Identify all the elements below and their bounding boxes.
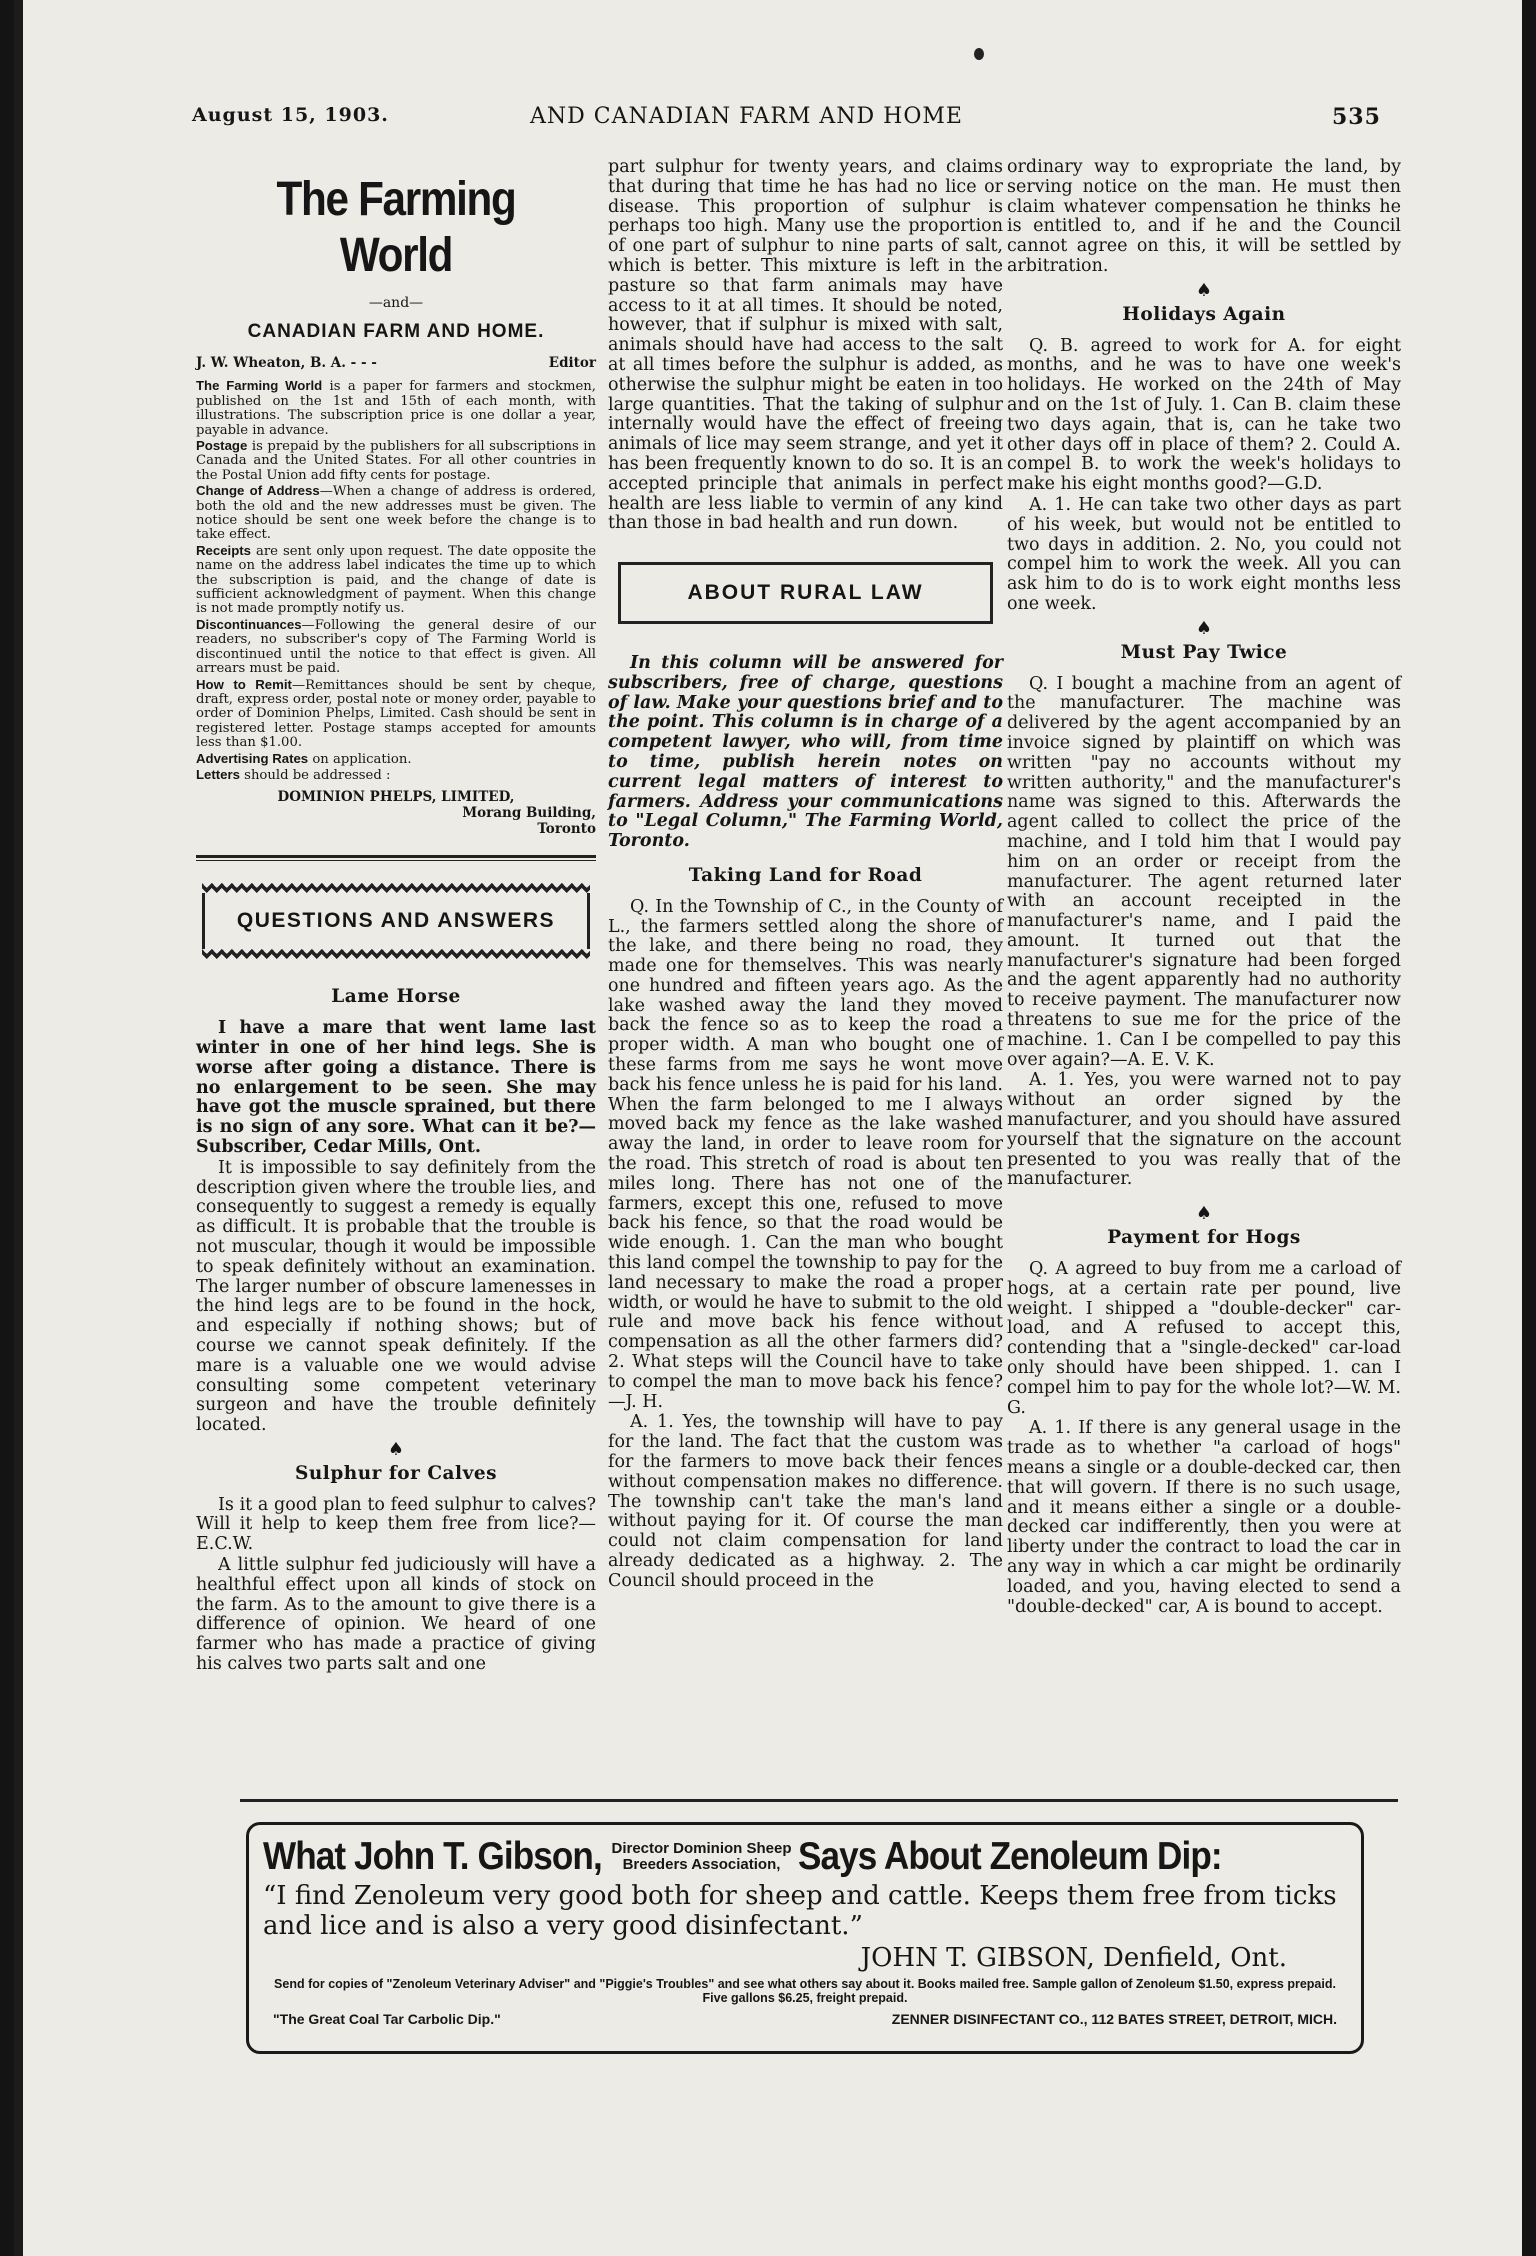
- info-item: Change of Address—When a change of address is ordered, both the old and the new addresses must be given. The notice should be sent one week before the change is to take effect.: [196, 483, 596, 543]
- rural-law-box: [618, 562, 993, 624]
- ad-headline-part-2: Says About Zenoleum Dip:: [797, 1835, 1222, 1878]
- address-building: Morang Building,: [462, 805, 596, 822]
- masthead-subtitle: CANADIAN FARM AND HOME.: [247, 320, 545, 342]
- question-text: I have a mare that went lame last winter in one of her hind legs. She is worse after going a distance. There is no enlargement to be seen. She may have got the muscle sprained, but there is no sign of any sore. What can it be?—Subscriber, Cedar Mills, Ont.: [196, 1018, 596, 1157]
- column-3: [1007, 158, 1401, 1618]
- masthead-title: The Farming World: [276, 173, 516, 282]
- ad-headline: [263, 1835, 1347, 1879]
- article-title: Holidays Again: [1122, 303, 1286, 325]
- column-2: [608, 158, 1003, 1593]
- questions-answers-box: [202, 877, 590, 965]
- answer-text: A. 1. Yes, the township will have to pay for the land. The fact that the custom was for the farmers to move back their fences without compensation makes no difference. The township can't take the man's land without paying for it. Of course the man could not claim compensation for land already dedicated as a highway. 2. The Council should proceed in the: [608, 1412, 1003, 1591]
- publisher-address: [196, 789, 596, 837]
- section-heading: ABOUT RURAL LAW: [687, 581, 924, 605]
- address-city: Toronto: [537, 821, 596, 838]
- ad-footer: [273, 2011, 1337, 2027]
- ad-quote: “I find Zenoleum very good both for sheep and cattle. Keeps them free from ticks and lice and is also a very good disinfectant.”: [263, 1881, 1337, 1941]
- answer-text-continued: part sulphur for twenty years, and claims that during that time he has had no lice or disease. This proportion of sulphur is perhaps too high. Many use the proportion of one part of sulphur to nine parts of salt, which is better. This mixture is left in the pasture so that farm animals may have access to it at all times. It should be noted, however, that if sulphur is mixed with salt, animals should have had access to the salt at all times before the sulphur is added, as otherwise the sulphur might be eaten in too large quantities. That the taking of sulphur internally would have the effect of freeing animals of lice may seem strange, and yet it has been frequently known to do so. It is an accepted principle that animals in perfect health are less liable to vermin of any kind than those in bad health and run down.: [608, 157, 1003, 534]
- question-text: Q. I bought a machine from an agent of the manufacturer. The machine was delivered by the agent accompanied by an invoice signed by plaintiff on which was written "pay no accounts without my written authority," and the manufacturer's name was signed to this. Afterwards the agent called to collect the price of the machine, and I told him that I would pay him on an order or receipt from the manufacturer. The agent returned later with an account receipted in the manufacturer's name, and I paid the amount. It turned out that the manufacturer's signature had been forged and the agent apparently had no authority to receive payment. The manufacturer now threatens to sue me for the price of the machine. 1. Can I be compelled to pay this over again?—A. E. V. K.: [1007, 673, 1401, 1070]
- answer-text: A. 1. He can take two other days as part of his week, but would not be entitled to two days in addition. 2. No, you could not compel him to work the week. All you can ask him to do is to work eight months less one week.: [1007, 494, 1401, 614]
- ad-headline-small: Director Dominion Sheep Breeders Association,: [611, 1840, 792, 1873]
- info-item: Discontinuances—Following the general desire of our readers, no subscriber's copy of The Farming World is discontinued until the notice to that effect is given. All arrears must be paid.: [196, 616, 596, 677]
- spade-ornament-icon: ♠: [387, 1438, 405, 1460]
- article-title: Payment for Hogs: [1107, 1227, 1301, 1249]
- column-intro: In this column will be answered for subscribers, free of charge, questions of law. Make your questions brief and to the point. This column is in charge of a competent lawyer, who will, from time to time, publish herein notes on current legal matters of interest to farmers. Address your communications to "Legal Column," The Farming World, Toronto.: [608, 652, 1003, 852]
- publisher-info: [196, 379, 596, 783]
- question-text: Q. In the Township of C., in the County of L., the farmers settled along the shore of the lake, and there being no road, they made one for themselves. This was nearly one hundred and fifteen years ago. As the lake washed away the land they moved back the fence so as to keep the road a proper width. A man who bought one of these farms from me says he wont move back his fence unless he is paid for his land. When the farm belonged to me I always moved back my fence as the lake washed away the land, in order to leave room for the road. This stretch of road is about ten miles long. There has not one of the farmers, except this one, refused to move back his fence, so that the road would be wide enough. 1. Can the man who bought this land compel the township to pay for the land necessary to make the road a proper width, or would he have to submit to the old rule and move back his fence without compensation as all the other farmers did? 2. What steps will the Council have to take to compel the man to move back his fence?—J. H.: [608, 896, 1003, 1412]
- info-item: Letters should be addressed :: [196, 766, 391, 783]
- header-date: August 15, 1903.: [192, 104, 389, 126]
- column-1: [196, 170, 596, 1676]
- answer-text: A. 1. Yes, you were warned not to pay without an order signed by the manufacturer, and you should have assured yourself that the signature on the account presented to you was really that of the manufacturer.: [1007, 1070, 1401, 1190]
- page-number: 535: [1332, 104, 1381, 130]
- zigzag-border-bottom: [202, 949, 590, 959]
- answer-text-continued: ordinary way to expropriate the land, by serving notice on the man. He must then claim whatever compensation he thinks he is entitled to, and if he and the Council cannot agree on this, it will be settled by arbitration.: [1007, 157, 1401, 276]
- spade-ornament-icon: ♠: [1195, 279, 1213, 301]
- answer-text: A little sulphur fed judiciously will have a healthful effect upon all kinds of stock on the farm. As to the amount to give there is a difference of opinion. We heard of one farmer who has made a practice of giving his calves two parts salt and one: [196, 1555, 596, 1675]
- info-item: The Farming World is a paper for farmers and stockmen, published on the 1st and 15th of each month, with illustrations. The subscription price is one dollar a year, payable in advance.: [196, 378, 596, 438]
- zigzag-border-top: [202, 883, 590, 893]
- ad-signature: JOHN T. GIBSON, Denfield, Ont.: [860, 1943, 1287, 1973]
- section-divider: [196, 855, 596, 861]
- ad-company: ZENNER DISINFECTANT CO., 112 BATES STREET, DETROIT, MICH.: [891, 2011, 1337, 2027]
- article-title: Taking Land for Road: [688, 864, 923, 886]
- ad-headline-part-1: What John T. Gibson,: [263, 1835, 602, 1878]
- info-item: How to Remit—Remittances should be sent by cheque, draft, express order, postal note or money order, payable to order of Dominion Phelps, Limited. Cash should be sent in registered letter. Postage stamps accepted for amounts less than $1.00.: [196, 676, 596, 751]
- scan-edge: [14, 0, 23, 2256]
- article-title: Sulphur for Calves: [294, 1462, 498, 1484]
- editor-role: Editor: [548, 354, 596, 371]
- article-title: Lame Horse: [331, 986, 461, 1008]
- info-item: Postage is prepaid by the publishers for all subscriptions in Canada and the United States. For all other countries in the Postal Union add fifty cents for postage.: [196, 438, 596, 483]
- answer-text: A. 1. If there is any general usage in the trade as to whether "a carload of hogs" means a single or a double-decked car, then that will govern. If there is no such usage, and it means either a single or a double-decked car indifferently, then you were at liberty under the contract to load the car in any way in which a car might be ordinarily loaded, and you, having elected to send a "double-decked" car, A is bound to accept.: [1007, 1418, 1401, 1617]
- newspaper-page: [14, 0, 1522, 2256]
- section-heading: QUESTIONS AND ANSWERS: [202, 893, 590, 949]
- spade-ornament-icon: ♠: [1195, 617, 1213, 639]
- question-text: Is it a good plan to feed sulphur to calves? Will it help to keep them free from lice?—E.C.W.: [196, 1494, 596, 1555]
- article-title: Must Pay Twice: [1120, 641, 1288, 663]
- header-title: AND CANADIAN FARM AND HOME: [530, 104, 963, 129]
- binding-hole: [974, 48, 984, 60]
- info-item: Advertising Rates on application.: [196, 750, 412, 767]
- question-text: Q. B. agreed to work for A. for eight months, and he was to have one week's holidays. He worked on the 24th of May and on the 1st of July. 1. Can B. claim these two days again, that is, can he take two other days off in place of them? 2. Could A. compel B. to work the week's holidays to make his eight months good?—G.D.: [1007, 335, 1401, 495]
- question-text: Q. A agreed to buy from me a carload of hogs, at a certain rate per pound, live weight. I shipped a "double-decker" car-load, and A refused to accept this, contending that a "single-decked" car-load only should have been shipped. 1. can I compel him to pay for the whole lot?—W. M. G.: [1007, 1259, 1401, 1418]
- editor-name: J. W. Wheaton, B. A. - - -: [196, 354, 377, 371]
- columns-bottom-rule: [240, 1799, 1398, 1802]
- editor-line: [196, 354, 596, 374]
- info-item: Receipts are sent only upon request. The date opposite the name on the address label indicates the time up to which the subscription is paid, and the change of date is sufficient acknowledgment of payment. When this change is not made promptly notify us.: [196, 542, 596, 617]
- zenoleum-advertisement: [246, 1822, 1364, 2054]
- answer-text: It is impossible to say definitely from the description given where the trouble lies, and consequently to suggest a remedy is equally as difficult. It is probable that the trouble is not muscular, though it would be impossible to speak definitely without an examination. The larger number of obscure lamenesses in the hind legs are to be found in the hock, and especially if nothing shows; but of course we cannot speak definitely. If the mare is a valuable one we would advise consulting some competent veterinary surgeon and have the trouble definitely located.: [196, 1157, 596, 1436]
- spade-ornament-icon: ♠: [1195, 1203, 1213, 1225]
- masthead-and: —and—: [368, 295, 424, 311]
- ad-slogan: "The Great Coal Tar Carbolic Dip.": [273, 2011, 501, 2027]
- address-company: DOMINION PHELPS, LIMITED,: [277, 789, 515, 806]
- ad-fine-print: Send for copies of "Zenoleum Veterinary Adviser" and "Piggie's Troubles" and see what others say about it. Books mailed free. Sample gallon of Zenoleum $1.50, express prepaid. Five gallons $6.25, freight prepaid.: [274, 1977, 1336, 2005]
